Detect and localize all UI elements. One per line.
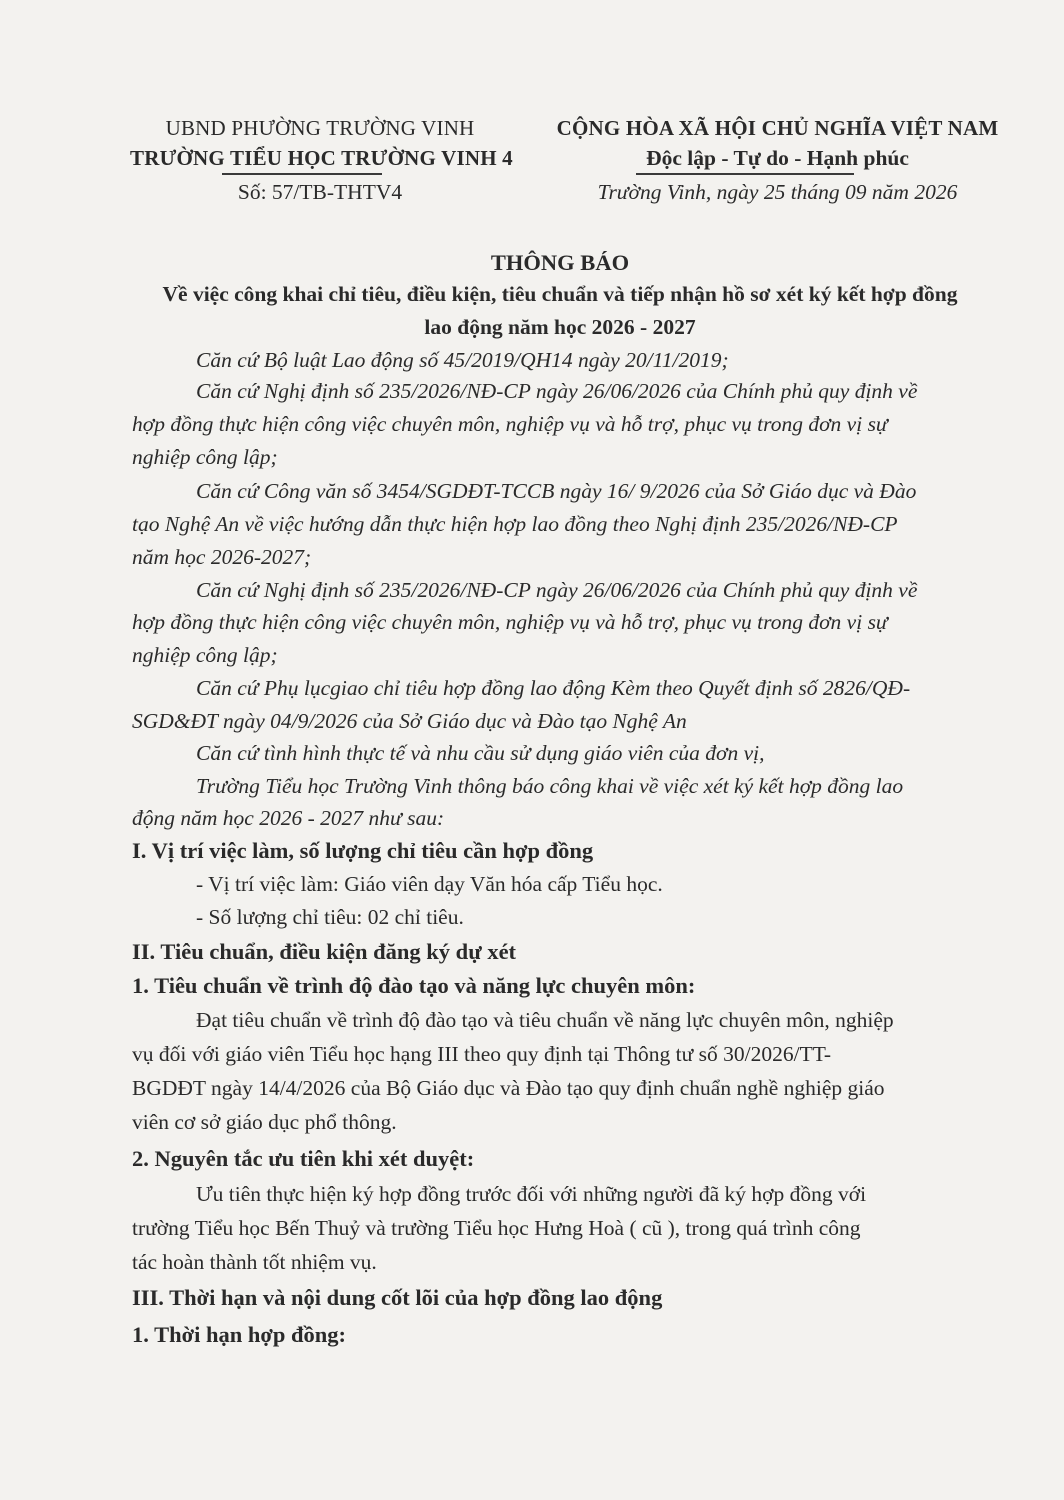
section-2-sub-1-heading: 1. Tiêu chuẩn về trình độ đào tạo và năng lực chuyên môn:	[132, 973, 696, 998]
section-2-sub-2-line-2: trường Tiểu học Bến Thuỷ và trường Tiểu học Hưng Hoà ( cũ ), trong quá trình công	[132, 1216, 861, 1240]
legal-ground-1: Căn cứ Bộ luật Lao động số 45/2019/QH14 ngày 20/11/2019;	[196, 348, 729, 372]
legal-ground-4-line-2: hợp đồng thực hiện công việc chuyên môn, nghiệp vụ và hỗ trợ, phục vụ trong đơn vị sự	[132, 610, 888, 634]
section-1-heading: I. Vị trí việc làm, số lượng chỉ tiêu cần hợp đồng	[132, 838, 594, 863]
legal-ground-2-line-3: nghiệp công lập;	[132, 445, 278, 469]
legal-ground-5-line-1: Căn cứ Phụ lụcgiao chỉ tiêu hợp đồng lao động Kèm theo Quyết định số 2826/QĐ-	[196, 676, 911, 700]
legal-ground-4-line-3: nghiệp công lập;	[132, 643, 278, 667]
legal-ground-2-line-2: hợp đồng thực hiện công việc chuyên môn, nghiệp vụ và hỗ trợ, phục vụ trong đơn vị sự	[132, 412, 888, 436]
document-number: Số: 57/TB-THTV4	[237, 180, 403, 204]
legal-ground-2-line-1: Căn cứ Nghị định số 235/2026/NĐ-CP ngày 26/06/2026 của Chính phủ quy định về	[196, 379, 918, 403]
section-2-sub-2-heading: 2. Nguyên tắc ưu tiên khi xét duyệt:	[132, 1146, 475, 1171]
legal-ground-6: Căn cứ tình hình thực tế và nhu cầu sử dụng giáo viên của đơn vị,	[196, 741, 765, 765]
section-1-item-quota: - Số lượng chỉ tiêu: 02 chỉ tiêu.	[196, 905, 464, 929]
issuing-school: TRƯỜNG TIỂU HỌC TRƯỜNG VINH 4	[130, 146, 513, 170]
legal-ground-3-line-1: Căn cứ Công văn số 3454/SGDĐT-TCCB ngày 16/ 9/2026 của Sở Giáo dục và Đào	[196, 479, 917, 503]
section-2-sub-1-line-4: viên cơ sở giáo dục phổ thông.	[132, 1110, 397, 1134]
legal-ground-3-line-2: tạo Nghệ An về việc hướng dẫn thực hiện hợp lao đồng theo Nghị định 235/2026/NĐ-CP	[132, 512, 898, 536]
section-2-sub-1-line-3: BGDĐT ngày 14/4/2026 của Bộ Giáo dục và Đào tạo quy định chuẩn nghề nghiệp giáo	[132, 1076, 885, 1100]
section-2-sub-2-line-1: Ưu tiên thực hiện ký hợp đồng trước đối với những người đã ký hợp đồng với	[196, 1182, 867, 1206]
section-2-sub-2-line-3: tác hoàn thành tốt nhiệm vụ.	[132, 1250, 377, 1274]
section-1-item-position: - Vị trí việc làm: Giáo viên dạy Văn hóa cấp Tiểu học.	[196, 872, 663, 896]
document-subject-line-1: Về việc công khai chỉ tiêu, điều kiện, tiêu chuẩn và tiếp nhận hồ sơ xét ký kết hợp đồng	[162, 282, 958, 306]
legal-ground-3-line-3: năm học 2026-2027;	[132, 545, 312, 569]
section-2-sub-1-line-1: Đạt tiêu chuẩn về trình độ đào tạo và tiêu chuẩn về năng lực chuyên môn, nghiệp	[196, 1008, 894, 1032]
section-2-sub-1-line-2: vụ đối với giáo viên Tiểu học hạng III theo quy định tại Thông tư số 30/2026/TT-	[132, 1042, 832, 1066]
document-title: THÔNG BÁO	[490, 250, 630, 275]
legal-ground-5-line-2: SGD&ĐT ngày 04/9/2026 của Sở Giáo dục và Đào tạo Nghệ An	[132, 709, 687, 733]
place-and-date: Trường Vinh, ngày 25 tháng 09 năm 2026	[597, 180, 958, 204]
announcement-line-2: động năm học 2026 - 2027 như sau:	[132, 806, 445, 830]
school-underline	[222, 173, 382, 175]
national-motto: Độc lập - Tự do - Hạnh phúc	[646, 146, 909, 170]
section-3-heading: III. Thời hạn và nội dung cốt lõi của hợp đồng lao động	[132, 1285, 663, 1310]
document-subject-line-2: lao động năm học 2026 - 2027	[424, 315, 696, 339]
national-title: CỘNG HÒA XÃ HỘI CHỦ NGHĨA VIỆT NAM	[556, 116, 999, 140]
section-2-heading: II. Tiêu chuẩn, điều kiện đăng ký dự xét	[132, 939, 517, 964]
issuing-authority: UBND PHƯỜNG TRƯỜNG VINH	[165, 116, 475, 140]
section-3-sub-1-heading: 1. Thời hạn hợp đồng:	[132, 1322, 346, 1347]
legal-ground-4-line-1: Căn cứ Nghị định số 235/2026/NĐ-CP ngày 26/06/2026 của Chính phủ quy định về	[196, 578, 918, 602]
motto-underline	[636, 173, 854, 175]
announcement-line-1: Trường Tiểu học Trường Vinh thông báo công khai về việc xét ký kết hợp đồng lao	[196, 774, 904, 798]
